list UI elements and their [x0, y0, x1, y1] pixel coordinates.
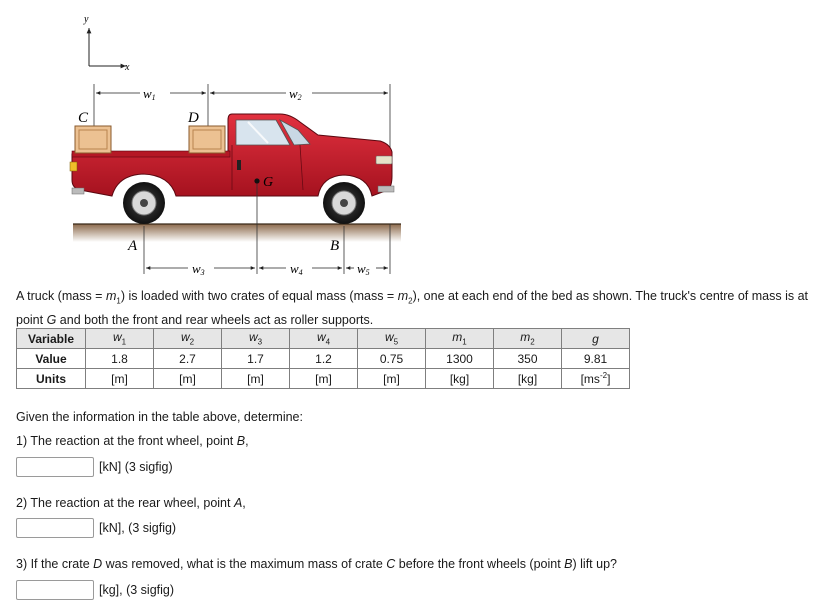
problem-description	[16, 287, 811, 329]
dim-w2-label: w2	[289, 86, 302, 102]
point-c-label: C	[78, 110, 89, 126]
value-w1: 1.8	[86, 349, 154, 369]
value-m1: 1300	[426, 349, 494, 369]
row-header-variable: Variable	[17, 329, 86, 349]
dim-w5-label: w5	[357, 261, 370, 277]
var-m2: $m_2$	[494, 329, 562, 349]
unit-w3: [m]	[222, 369, 290, 389]
ground	[73, 224, 401, 242]
row-header-units: Units	[17, 369, 86, 389]
dim-w3-label: w3	[192, 261, 205, 277]
question-1: 1) The reaction at the front wheel, point B,	[16, 434, 249, 448]
desc-text-2: ) is loaded with two crates of equal mass (mass =	[120, 289, 398, 303]
question-3: 3) If the crate D was removed, what is the maximum mass of crate C before the front wheels (point B) lift up?	[16, 557, 617, 571]
questions-intro: Given the information in the table above, determine:	[16, 410, 303, 424]
point-d-label: D	[188, 110, 199, 126]
desc-m2: m	[397, 289, 409, 303]
value-w5: 0.75	[358, 349, 426, 369]
desc-text-1: A truck (mass =	[16, 289, 106, 303]
answer-1-unit: [kN] (3 sigfig)	[99, 460, 173, 474]
desc-text-4: and both the front and rear wheels act as roller supports.	[56, 312, 374, 327]
desc-m1-sub: 1	[116, 296, 121, 306]
var-w5: $w_5$	[358, 329, 426, 349]
unit-w2: [m]	[154, 369, 222, 389]
axis-y-label: y	[84, 14, 89, 25]
value-w2: 2.7	[154, 349, 222, 369]
desc-g: G	[46, 312, 57, 327]
answer-3-input[interactable]	[16, 580, 94, 600]
point-b-label: B	[330, 238, 340, 254]
axes	[83, 14, 130, 73]
crate-c	[75, 126, 111, 153]
crate-d	[189, 126, 225, 153]
value-w3: 1.7	[222, 349, 290, 369]
var-w4: $w_4$	[290, 329, 358, 349]
unit-w5: [m]	[358, 369, 426, 389]
variables-table	[16, 328, 630, 389]
center-of-mass-dot	[254, 178, 259, 183]
var-m1: $m_1$	[426, 329, 494, 349]
answer-3-unit: [kg], (3 sigfig)	[99, 583, 175, 597]
truck-diagram	[0, 0, 818, 285]
axis-x-label: x	[125, 62, 130, 73]
answer-2-unit: [kN], (3 sigfig)	[99, 521, 177, 535]
var-w2: $w_2$	[154, 329, 222, 349]
answer-2-input[interactable]	[16, 518, 94, 538]
value-w4: 1.2	[290, 349, 358, 369]
unit-w1: [m]	[86, 369, 154, 389]
var-g: g	[562, 329, 630, 349]
question-2: 2) The reaction at the rear wheel, point A,	[16, 496, 246, 510]
table-row-value	[17, 349, 630, 369]
truck	[70, 114, 394, 224]
table-row-variable	[17, 329, 630, 349]
unit-g: $[ms^{-2}]$	[562, 369, 630, 389]
unit-m1: [kg]	[426, 369, 494, 389]
desc-m2-sub: 2	[408, 296, 413, 306]
unit-w4: [m]	[290, 369, 358, 389]
point-g-label: G	[263, 175, 274, 190]
var-w3: $w_3$	[222, 329, 290, 349]
value-g: 9.81	[562, 349, 630, 369]
dim-w4-label: w4	[290, 261, 303, 277]
point-a-label: A	[128, 238, 138, 254]
row-header-value: Value	[17, 349, 86, 369]
desc-text-3: ), one at each end of the bed as shown. The truck's centre of mass is at point	[16, 289, 809, 327]
var-w1: $w_1$	[86, 329, 154, 349]
dim-w1-label: w1	[143, 86, 156, 102]
value-m2: 350	[494, 349, 562, 369]
table-row-units	[17, 369, 630, 389]
unit-m2: [kg]	[494, 369, 562, 389]
answer-1-input[interactable]	[16, 457, 94, 477]
desc-m1: m	[105, 289, 117, 303]
